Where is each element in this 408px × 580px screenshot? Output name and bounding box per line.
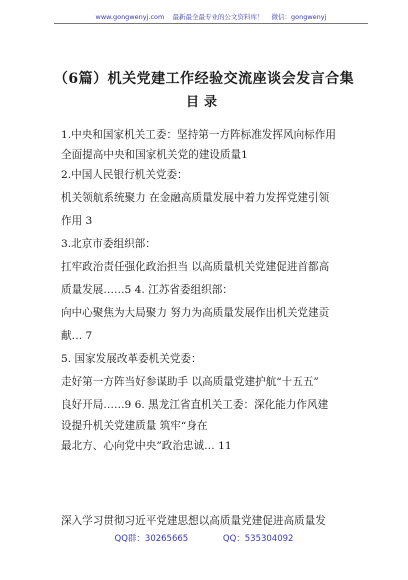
toc-line: 质量发展……5 4. 江苏省委组织部：: [61, 284, 233, 296]
toc-line: 3.北京市委组织部：: [61, 238, 156, 250]
page-header: [54, 12, 368, 24]
header-wechat: 微信：gongwenyj: [271, 13, 327, 21]
footer-text: 深入学习贯彻习近平党建思想以高质量党建促进高质量发: [61, 515, 326, 527]
toc-line: 作用 3: [61, 215, 93, 227]
toc-line: 设提升机关党建质量 筑牢“身在: [61, 420, 208, 432]
toc-line: 良好开局……9 6. 黑龙江省直机关工委：深化能力作风建: [61, 399, 329, 411]
toc-line: 向中心聚焦为大局聚力 努力为高质量发展作出机关党建贡: [61, 307, 330, 319]
table-of-contents: [61, 128, 361, 453]
toc-line: 机关领航系统聚力 在金融高质量发展中着力发挥党建引领: [61, 192, 330, 204]
toc-line: 2.中国人民银行机关党委：: [61, 169, 188, 181]
toc-line: 全面提高中央和国家机关党的建设质量1: [61, 149, 248, 161]
header-site-link[interactable]: www.gongwenyj.com: [95, 13, 165, 21]
document-title: （6篇）机关党建工作经验交流座谈会发言合集: [53, 71, 355, 87]
toc-line: 1.中央和国家机关工委：坚持第一方阵标准发挥风向标作用: [61, 129, 336, 141]
toc-line: 献… 7: [61, 330, 93, 342]
footer-qq: QQ：535304092: [222, 534, 294, 544]
toc-heading: 目录: [185, 95, 222, 110]
toc-line: 最北方、心向党中央”政治忠诚… 11: [61, 440, 232, 452]
footer-contact: [0, 532, 408, 544]
header-slogan: 最新最全最专业的公文资料库！: [172, 13, 264, 21]
toc-line: 扛牢政治责任强化政治担当 以高质量机关党建促进首都高: [61, 261, 330, 273]
toc-line: 5. 国家发展改革委机关党委：: [61, 353, 202, 365]
toc-line: 走好第一方阵当好参谋助手 以高质量党建护航“十五五”: [61, 376, 319, 388]
footer-qq-group: QQ群：30265665: [114, 534, 189, 544]
